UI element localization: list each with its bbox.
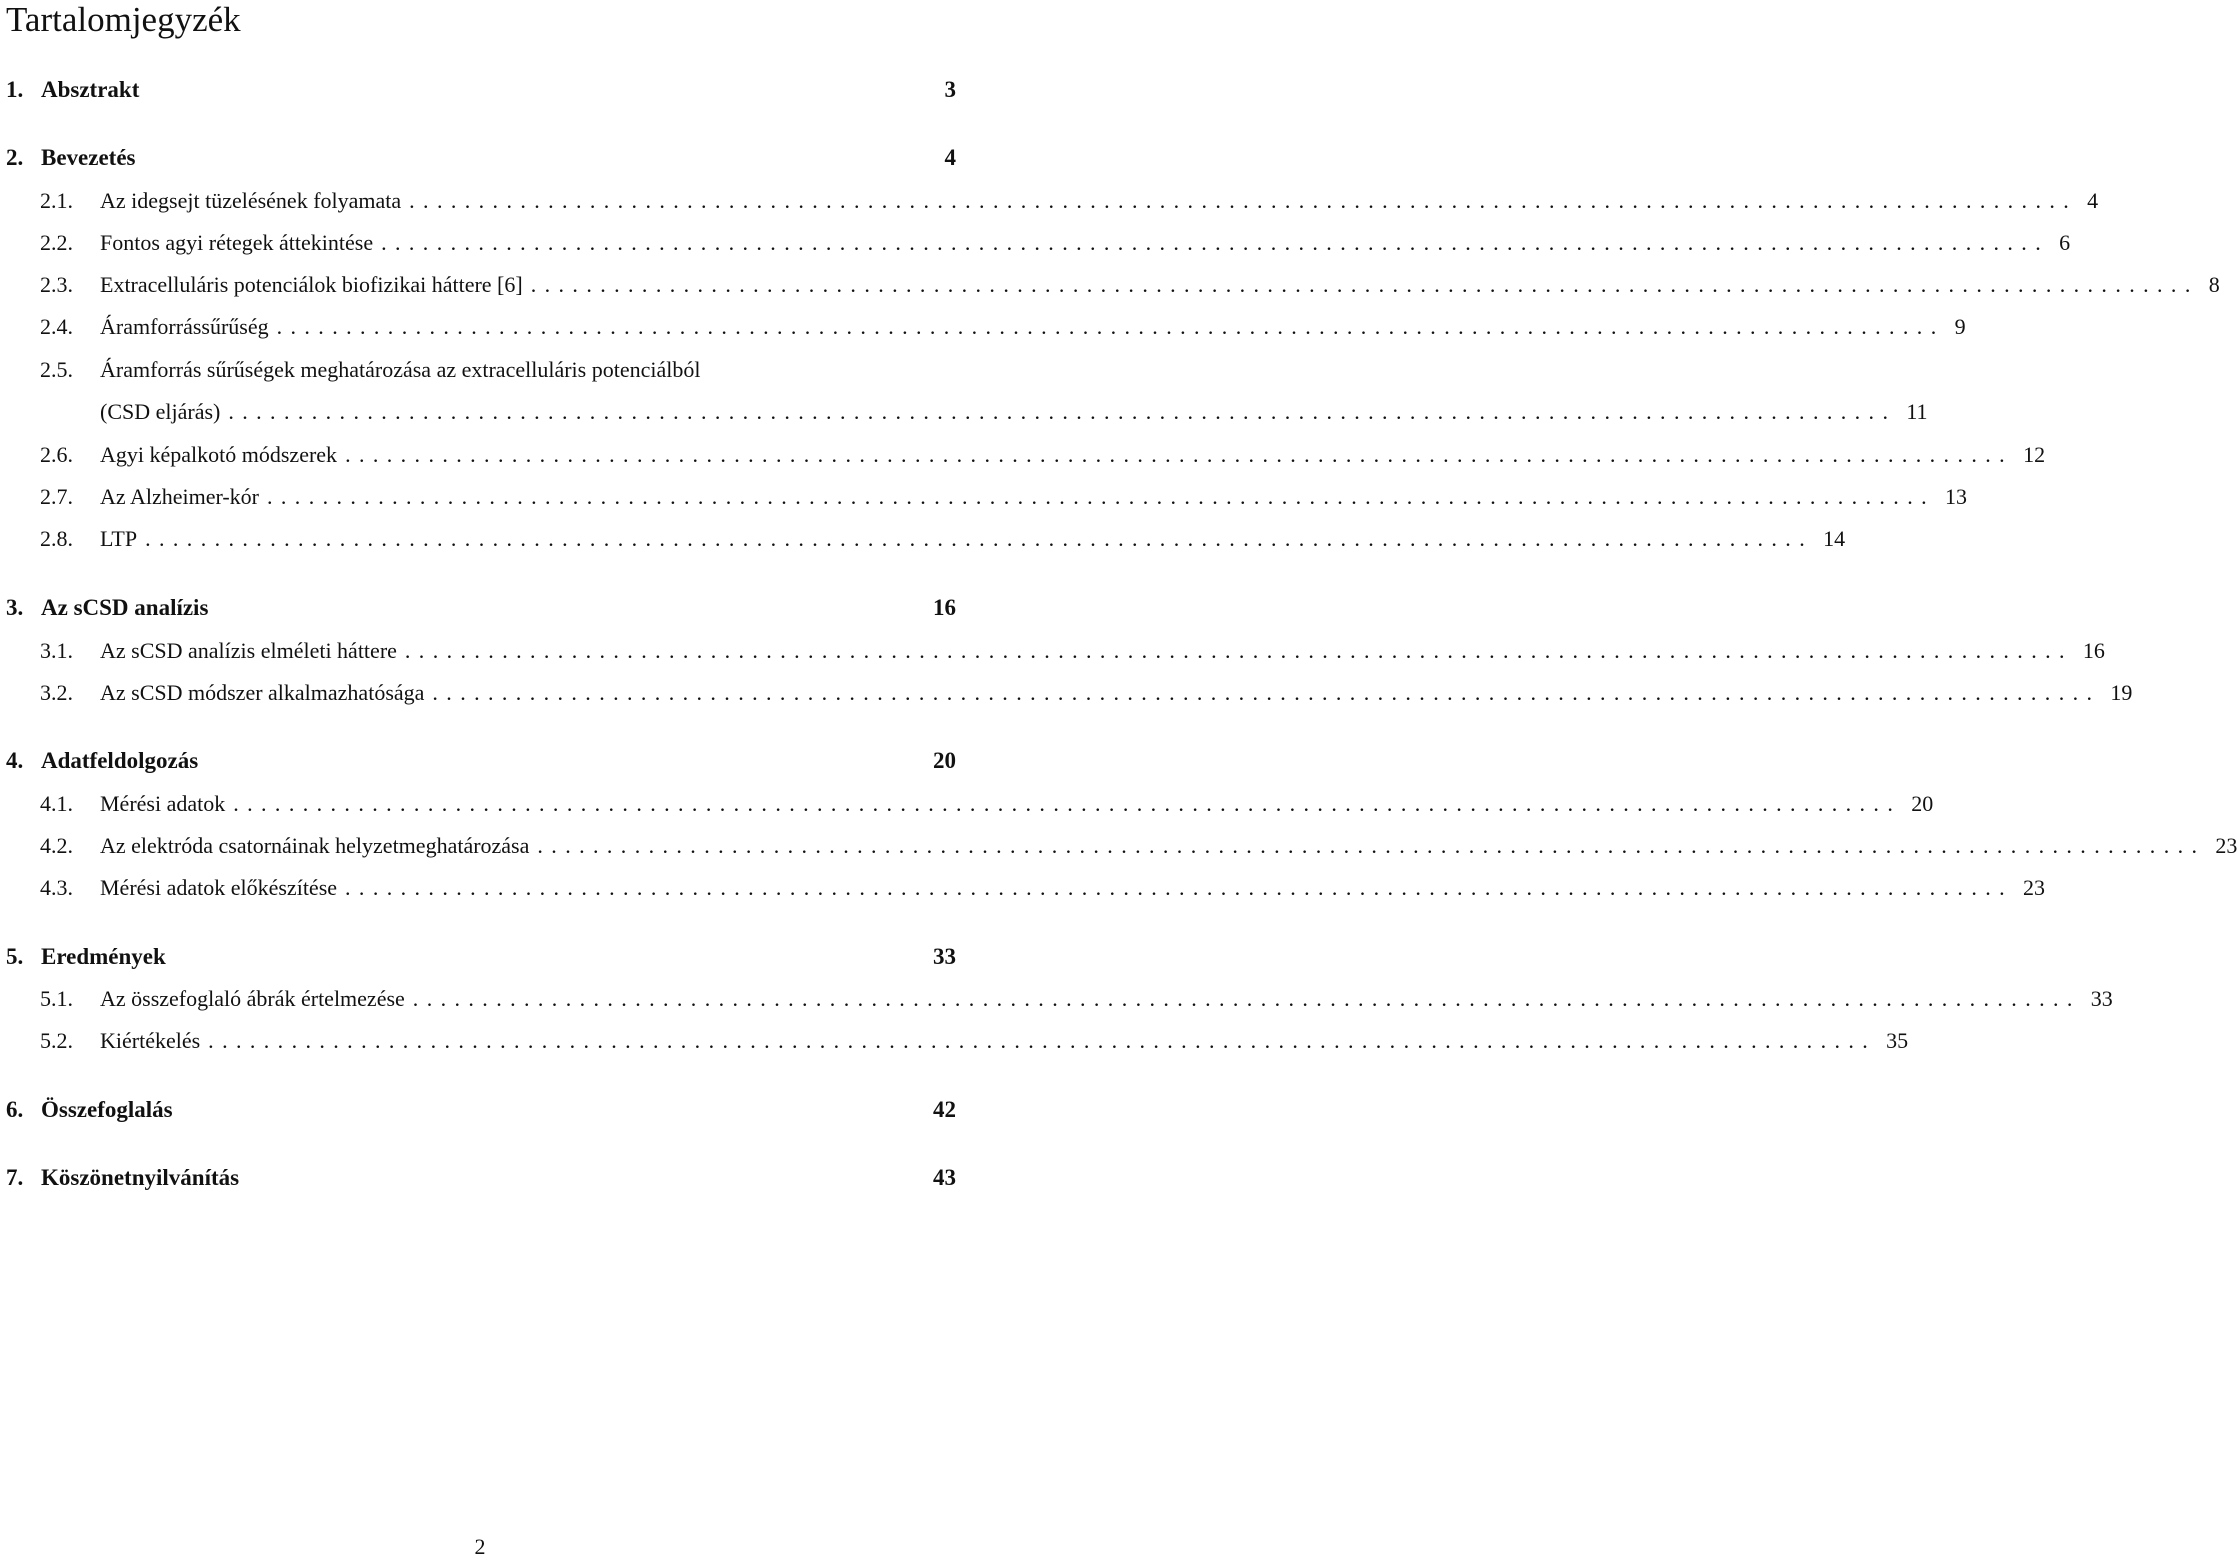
section-page: 14 (1823, 526, 1846, 551)
section-number: 2.6. (40, 442, 73, 467)
toc-chapter-3[interactable] (6, 591, 960, 625)
section-number: 2.8. (40, 526, 73, 551)
dot-leader: ........................................................................................................................ (530, 272, 2199, 297)
section-title: Agyi képalkotó módszerek (100, 442, 338, 467)
toc-chapter-5[interactable] (6, 940, 960, 974)
chapter-number: 7. (6, 1165, 24, 1190)
toc-chapter-1[interactable] (6, 73, 960, 107)
section-title: Áramforrás sűrűségek meghatározása az extracelluláris potenciálból (100, 357, 701, 382)
chapter-page: 43 (933, 1165, 956, 1190)
section-number: 5.2. (40, 1028, 73, 1053)
section-page: 13 (1945, 484, 1967, 509)
dot-leader: ........................................................................................................................ (404, 638, 2073, 663)
dot-leader: ........................................................................................................................ (412, 986, 2081, 1011)
toc-section-2-7[interactable] (40, 480, 1967, 514)
chapter-page: 16 (933, 595, 956, 620)
toc-section-5-1[interactable] (40, 982, 2113, 1016)
toc-chapter-4[interactable] (6, 744, 960, 778)
section-page: 6 (2059, 230, 2071, 255)
section-title: Extracelluláris potenciálok biofizikai háttere [6] (100, 272, 523, 297)
chapter-page: 3 (944, 77, 956, 102)
dot-leader: ........................................................................................................................ (345, 442, 2014, 467)
section-title: Fontos agyi rétegek áttekintése (100, 230, 374, 255)
section-page: 23 (2023, 875, 2046, 900)
section-number: 5.1. (40, 986, 73, 1011)
section-title: Az sCSD analízis elméleti háttere (100, 638, 397, 663)
toc-chapter-2[interactable] (6, 141, 960, 175)
section-page: 9 (1954, 314, 1966, 339)
toc-section-3-1[interactable] (40, 634, 2105, 668)
chapter-page: 33 (933, 944, 956, 969)
chapter-title: Absztrakt (41, 77, 140, 102)
section-page: 35 (1886, 1028, 1909, 1053)
dot-leader: ........................................................................................................................ (208, 1028, 1877, 1053)
chapter-number: 2. (6, 145, 24, 170)
section-page: 19 (2110, 680, 2133, 705)
chapter-title: Bevezetés (41, 145, 136, 170)
section-number: 4.1. (40, 791, 73, 816)
section-page: 33 (2090, 986, 2113, 1011)
dot-leader: ........................................................................................................................ (381, 230, 2050, 255)
section-number: 2.1. (40, 188, 73, 213)
toc-section-2-8[interactable] (40, 522, 1846, 556)
section-number: 2.7. (40, 484, 73, 509)
section-title: Az elektróda csatornáinak helyzetmeghatározása (100, 833, 530, 858)
section-page: 4 (2087, 188, 2099, 213)
section-title: Mérési adatok (100, 791, 226, 816)
toc-section-4-2[interactable] (40, 829, 2237, 863)
section-title: LTP (100, 526, 138, 551)
section-title-continued: (CSD eljárás) (100, 399, 221, 424)
section-number: 2.3. (40, 272, 73, 297)
chapter-title: Köszönetnyilvánítás (41, 1165, 240, 1190)
dot-leader: ........................................................................................................................ (345, 875, 2014, 900)
section-number: 2.4. (40, 314, 73, 339)
toc-section-4-3[interactable] (40, 871, 2046, 905)
chapter-title: Az sCSD analízis (41, 595, 209, 620)
toc-section-5-2[interactable] (40, 1024, 1909, 1058)
section-number: 4.3. (40, 875, 73, 900)
page-number: 2 (474, 1534, 486, 1559)
chapter-number: 5. (6, 944, 24, 969)
section-number: 2.5. (40, 357, 73, 382)
dot-leader: ........................................................................................................................ (267, 484, 1935, 509)
section-number: 3.1. (40, 638, 73, 663)
section-number: 4.2. (40, 833, 73, 858)
toc-section-2-6[interactable] (40, 438, 2046, 472)
toc-section-4-1[interactable] (40, 787, 1934, 821)
dot-leader: ........................................................................................................................ (432, 680, 2101, 705)
dot-leader: ........................................................................................................................ (145, 526, 1814, 551)
chapter-page: 4 (944, 145, 956, 170)
dot-leader: ........................................................................................................................ (537, 833, 2206, 858)
section-page: 16 (2082, 638, 2105, 663)
chapter-number: 3. (6, 595, 24, 620)
section-page: 12 (2023, 442, 2046, 467)
section-title: Az összefoglaló ábrák értelmezése (100, 986, 405, 1011)
chapter-number: 4. (6, 748, 24, 773)
section-title: Kiértékelés (100, 1028, 201, 1053)
section-number: 3.2. (40, 680, 73, 705)
chapter-number: 6. (6, 1097, 24, 1122)
toc-section-2-2[interactable] (40, 226, 2071, 260)
section-title: Az sCSD módszer alkalmazhatósága (100, 680, 425, 705)
dot-leader: ........................................................................................................................ (228, 399, 1897, 424)
section-title: Az Alzheimer-kór (100, 484, 259, 509)
section-page: 8 (2208, 272, 2220, 297)
dot-leader: ........................................................................................................................ (276, 314, 1945, 339)
toc-section-3-2[interactable] (40, 676, 2133, 710)
dot-leader: ........................................................................................................................ (233, 791, 1902, 816)
section-number: 2.2. (40, 230, 73, 255)
toc-section-2-5[interactable] (40, 353, 958, 387)
toc-heading: Tartalomjegyzék (6, 0, 241, 39)
chapter-number: 1. (6, 77, 24, 102)
toc-chapter-7[interactable] (6, 1161, 960, 1195)
section-title: Mérési adatok előkészítése (100, 875, 338, 900)
chapter-title: Adatfeldolgozás (41, 748, 199, 773)
toc-chapter-6[interactable] (6, 1093, 960, 1127)
toc-section-2-3[interactable] (40, 268, 2220, 302)
chapter-title: Összefoglalás (41, 1097, 173, 1122)
toc-section-2-4[interactable] (40, 310, 1966, 344)
section-title: Áramforrássűrűség (100, 314, 269, 339)
dot-leader: ........................................................................................................................ (409, 188, 2078, 213)
section-page: 11 (1906, 399, 1928, 424)
chapter-page: 20 (933, 748, 956, 773)
section-page: 20 (1911, 791, 1934, 816)
chapter-page: 42 (933, 1097, 956, 1122)
toc-section-2-1[interactable] (40, 184, 2099, 218)
section-page: 23 (2215, 833, 2237, 858)
chapter-title: Eredmények (41, 944, 166, 969)
section-title: Az idegsejt tüzelésének folyamata (100, 188, 402, 213)
toc-section-2-5-continued[interactable] (100, 395, 1928, 429)
